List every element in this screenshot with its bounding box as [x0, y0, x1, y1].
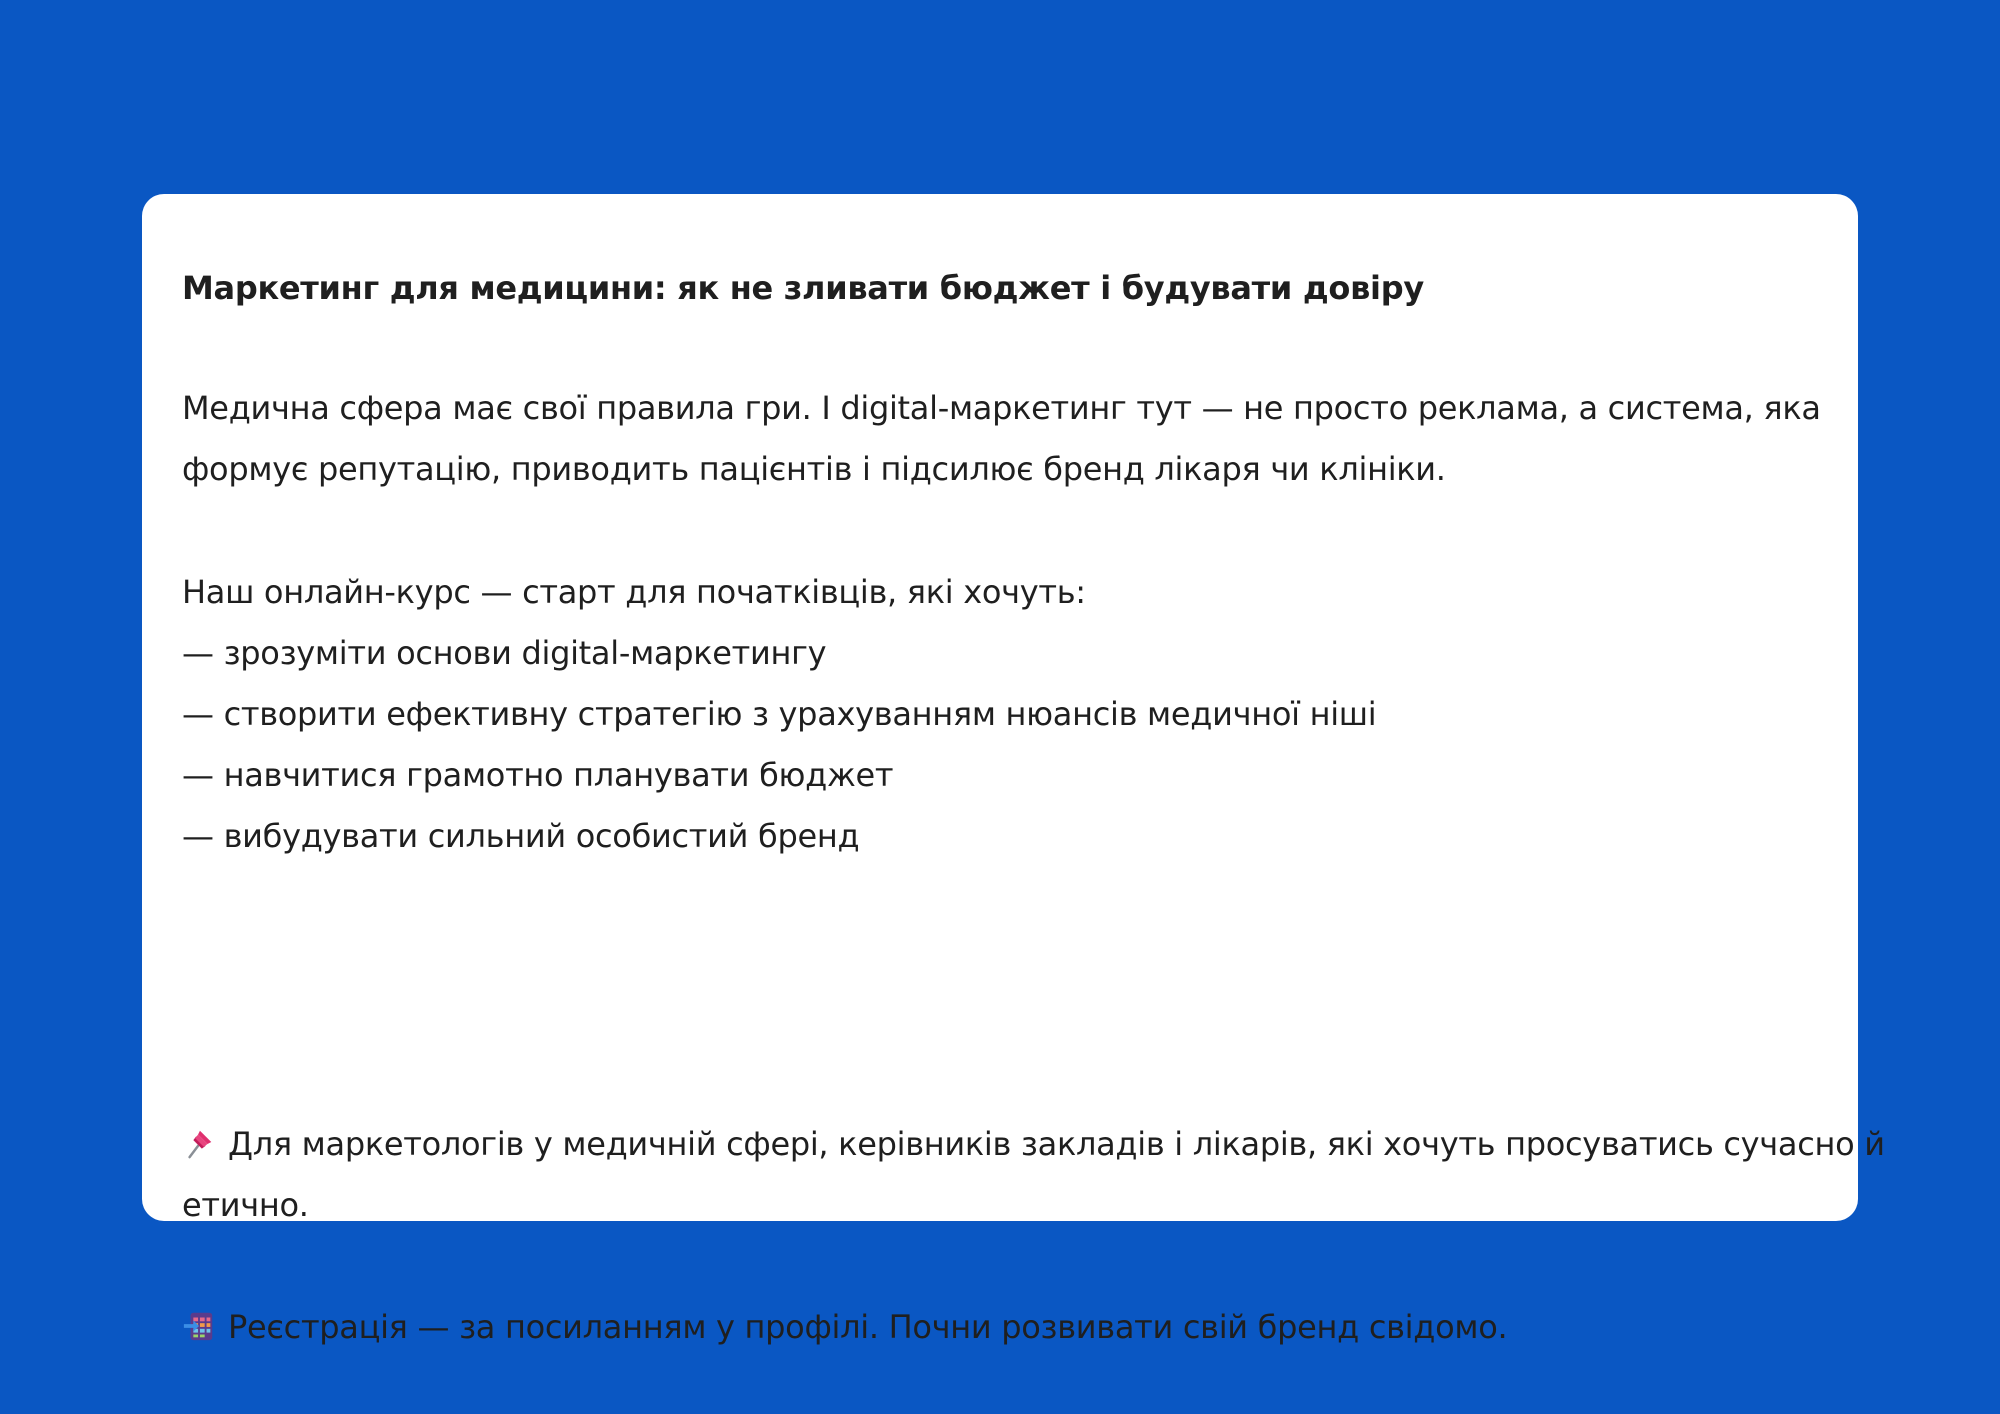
cta-text: Реєстрація — за посиланням у профілі. Почни розвивати свій бренд свідомо. [228, 1308, 1508, 1346]
calendar-arrow-icon [182, 1309, 216, 1343]
course-bullet: — зрозуміти основи digital-маркетингу [182, 634, 827, 672]
cta-paragraph [182, 1297, 1842, 1358]
course-bullet: — навчитися грамотно планувати бюджет [182, 756, 894, 794]
post-title: Маркетинг для медицини: як не зливати бюджет і будувати довіру [182, 269, 1424, 307]
intro-line: формує репутацію, приводить пацієнтів і підсилює бренд лікаря чи клініки. [182, 450, 1446, 488]
post-card [142, 194, 1885, 1346]
audience-paragraph [182, 1114, 1885, 1236]
audience-line: етично. [182, 1186, 309, 1224]
pushpin-icon [182, 1126, 216, 1160]
audience-line [182, 1114, 1885, 1175]
cta-line [182, 1297, 1842, 1358]
course-lead: Наш онлайн-курс — старт для початківців, які хочуть: [182, 573, 1086, 611]
course-bullet: — вибудувати сильний особистий бренд [182, 817, 860, 855]
intro-line: Медична сфера має свої правила гри. І digital-маркетинг тут — не просто реклама, а система, яка [182, 389, 1821, 427]
course-paragraph [182, 562, 1842, 867]
audience-text: Для маркетологів у медичній сфері, керівників закладів і лікарів, які хочуть просуватись сучасно й [228, 1125, 1885, 1163]
course-bullet: — створити ефективну стратегію з урахуванням нюансів медичної ніші [182, 695, 1377, 733]
intro-paragraph [182, 378, 1842, 500]
